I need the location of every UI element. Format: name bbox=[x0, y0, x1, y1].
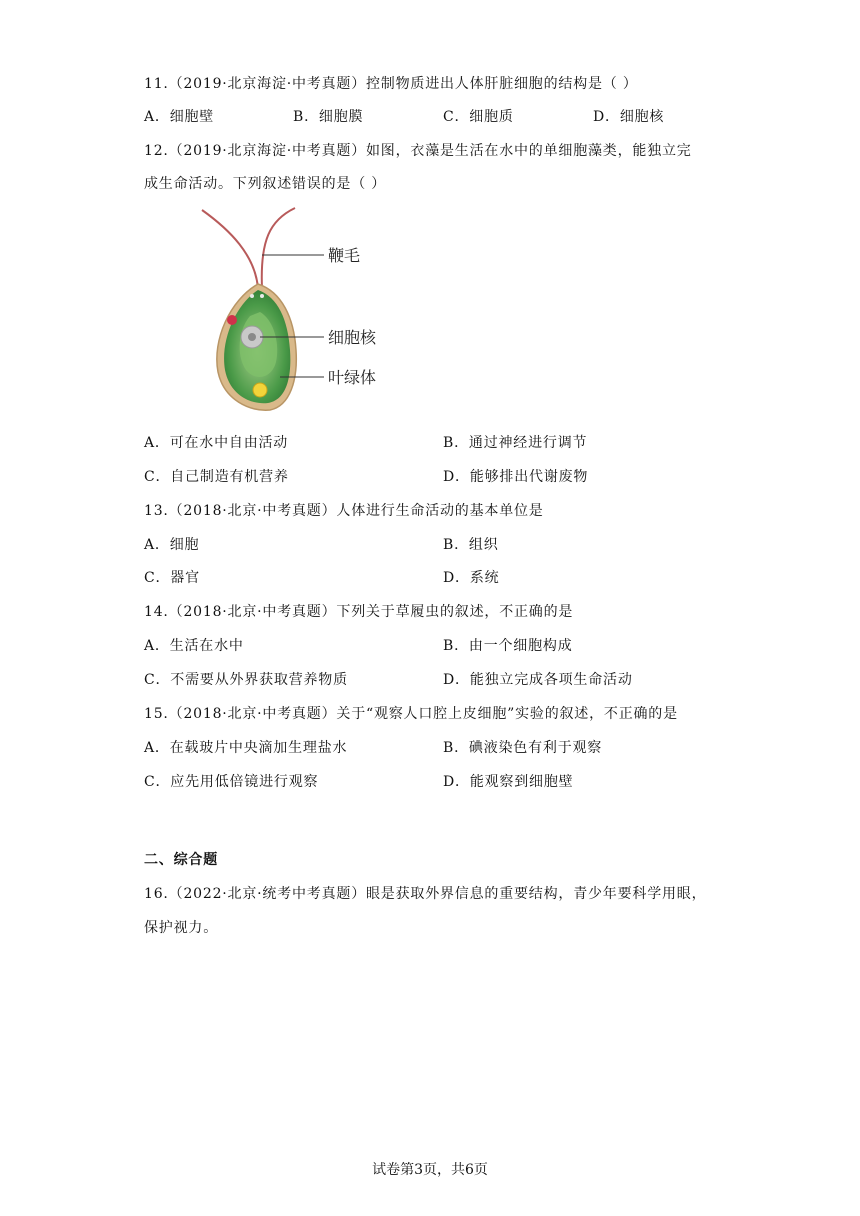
flagellum-right bbox=[262, 208, 295, 288]
question-11-stem: 11.（2019·北京海淀·中考真题）控制物质进出人体肝脏细胞的结构是（ ） bbox=[144, 76, 638, 92]
section-title: 二、综合题 bbox=[144, 852, 218, 868]
label-flagellum: 鞭毛 bbox=[328, 246, 361, 265]
question-16-stem-line1: 16.（2022·北京·统考中考真题）眼是获取外界信息的重要结构，青少年要科学用眼， bbox=[144, 886, 707, 902]
q15-option-a: A．在载玻片中央滴加生理盐水 bbox=[144, 740, 348, 756]
question-12-stem-line1: 12.（2019·北京海淀·中考真题）如图，衣藻是生活在水中的单细胞藻类，能独立完 bbox=[144, 143, 692, 159]
q15-option-b: B．碘液染色有利于观察 bbox=[443, 740, 603, 756]
q11-option-a: A．细胞壁 bbox=[144, 109, 215, 125]
q13-option-d: D．系统 bbox=[443, 570, 500, 586]
q15-option-c: C．应先用低倍镜进行观察 bbox=[144, 774, 319, 790]
page-footer: 试卷第3页，共6页 bbox=[372, 1162, 488, 1178]
q14-option-c: C．不需要从外界获取营养物质 bbox=[144, 672, 348, 688]
q11-option-d: D．细胞核 bbox=[593, 109, 665, 125]
question-12-stem-line2: 成生命活动。下列叙述错误的是（ ） bbox=[144, 176, 387, 192]
q11-option-c: C．细胞质 bbox=[443, 109, 514, 125]
q15-option-d: D．能观察到细胞壁 bbox=[443, 774, 574, 790]
question-15-stem: 15.（2018·北京·中考真题）关于“观察人口腔上皮细胞”实验的叙述，不正确的是 bbox=[144, 706, 678, 722]
q13-option-a: A．细胞 bbox=[144, 537, 200, 553]
q12-option-a: A．可在水中自由活动 bbox=[144, 435, 289, 451]
flagellum-left bbox=[202, 210, 258, 288]
question-16-stem-line2: 保护视力。 bbox=[144, 920, 218, 936]
chlamydomonas-figure bbox=[200, 200, 400, 416]
q14-option-a: A．生活在水中 bbox=[144, 638, 244, 654]
chlamydomonas-diagram bbox=[200, 200, 400, 416]
q12-option-c: C．自己制造有机营养 bbox=[144, 469, 289, 485]
q13-option-c: C．器官 bbox=[144, 570, 200, 586]
pyrenoid bbox=[253, 383, 267, 397]
q14-option-d: D．能独立完成各项生命活动 bbox=[443, 672, 633, 688]
q14-option-b: B．由一个细胞构成 bbox=[443, 638, 573, 654]
q11-option-b: B．细胞膜 bbox=[293, 109, 364, 125]
q12-option-b: B．通过神经进行调节 bbox=[443, 435, 588, 451]
eyespot bbox=[227, 315, 237, 325]
question-13-stem: 13.（2018·北京·中考真题）人体进行生命活动的基本单位是 bbox=[144, 503, 544, 519]
question-14-stem: 14.（2018·北京·中考真题）下列关于草履虫的叙述，不正确的是 bbox=[144, 604, 574, 620]
label-chloroplast: 叶绿体 bbox=[328, 368, 377, 387]
q12-option-d: D．能够排出代谢废物 bbox=[443, 469, 589, 485]
label-nucleus: 细胞核 bbox=[328, 328, 377, 347]
q13-option-b: B．组织 bbox=[443, 537, 499, 553]
